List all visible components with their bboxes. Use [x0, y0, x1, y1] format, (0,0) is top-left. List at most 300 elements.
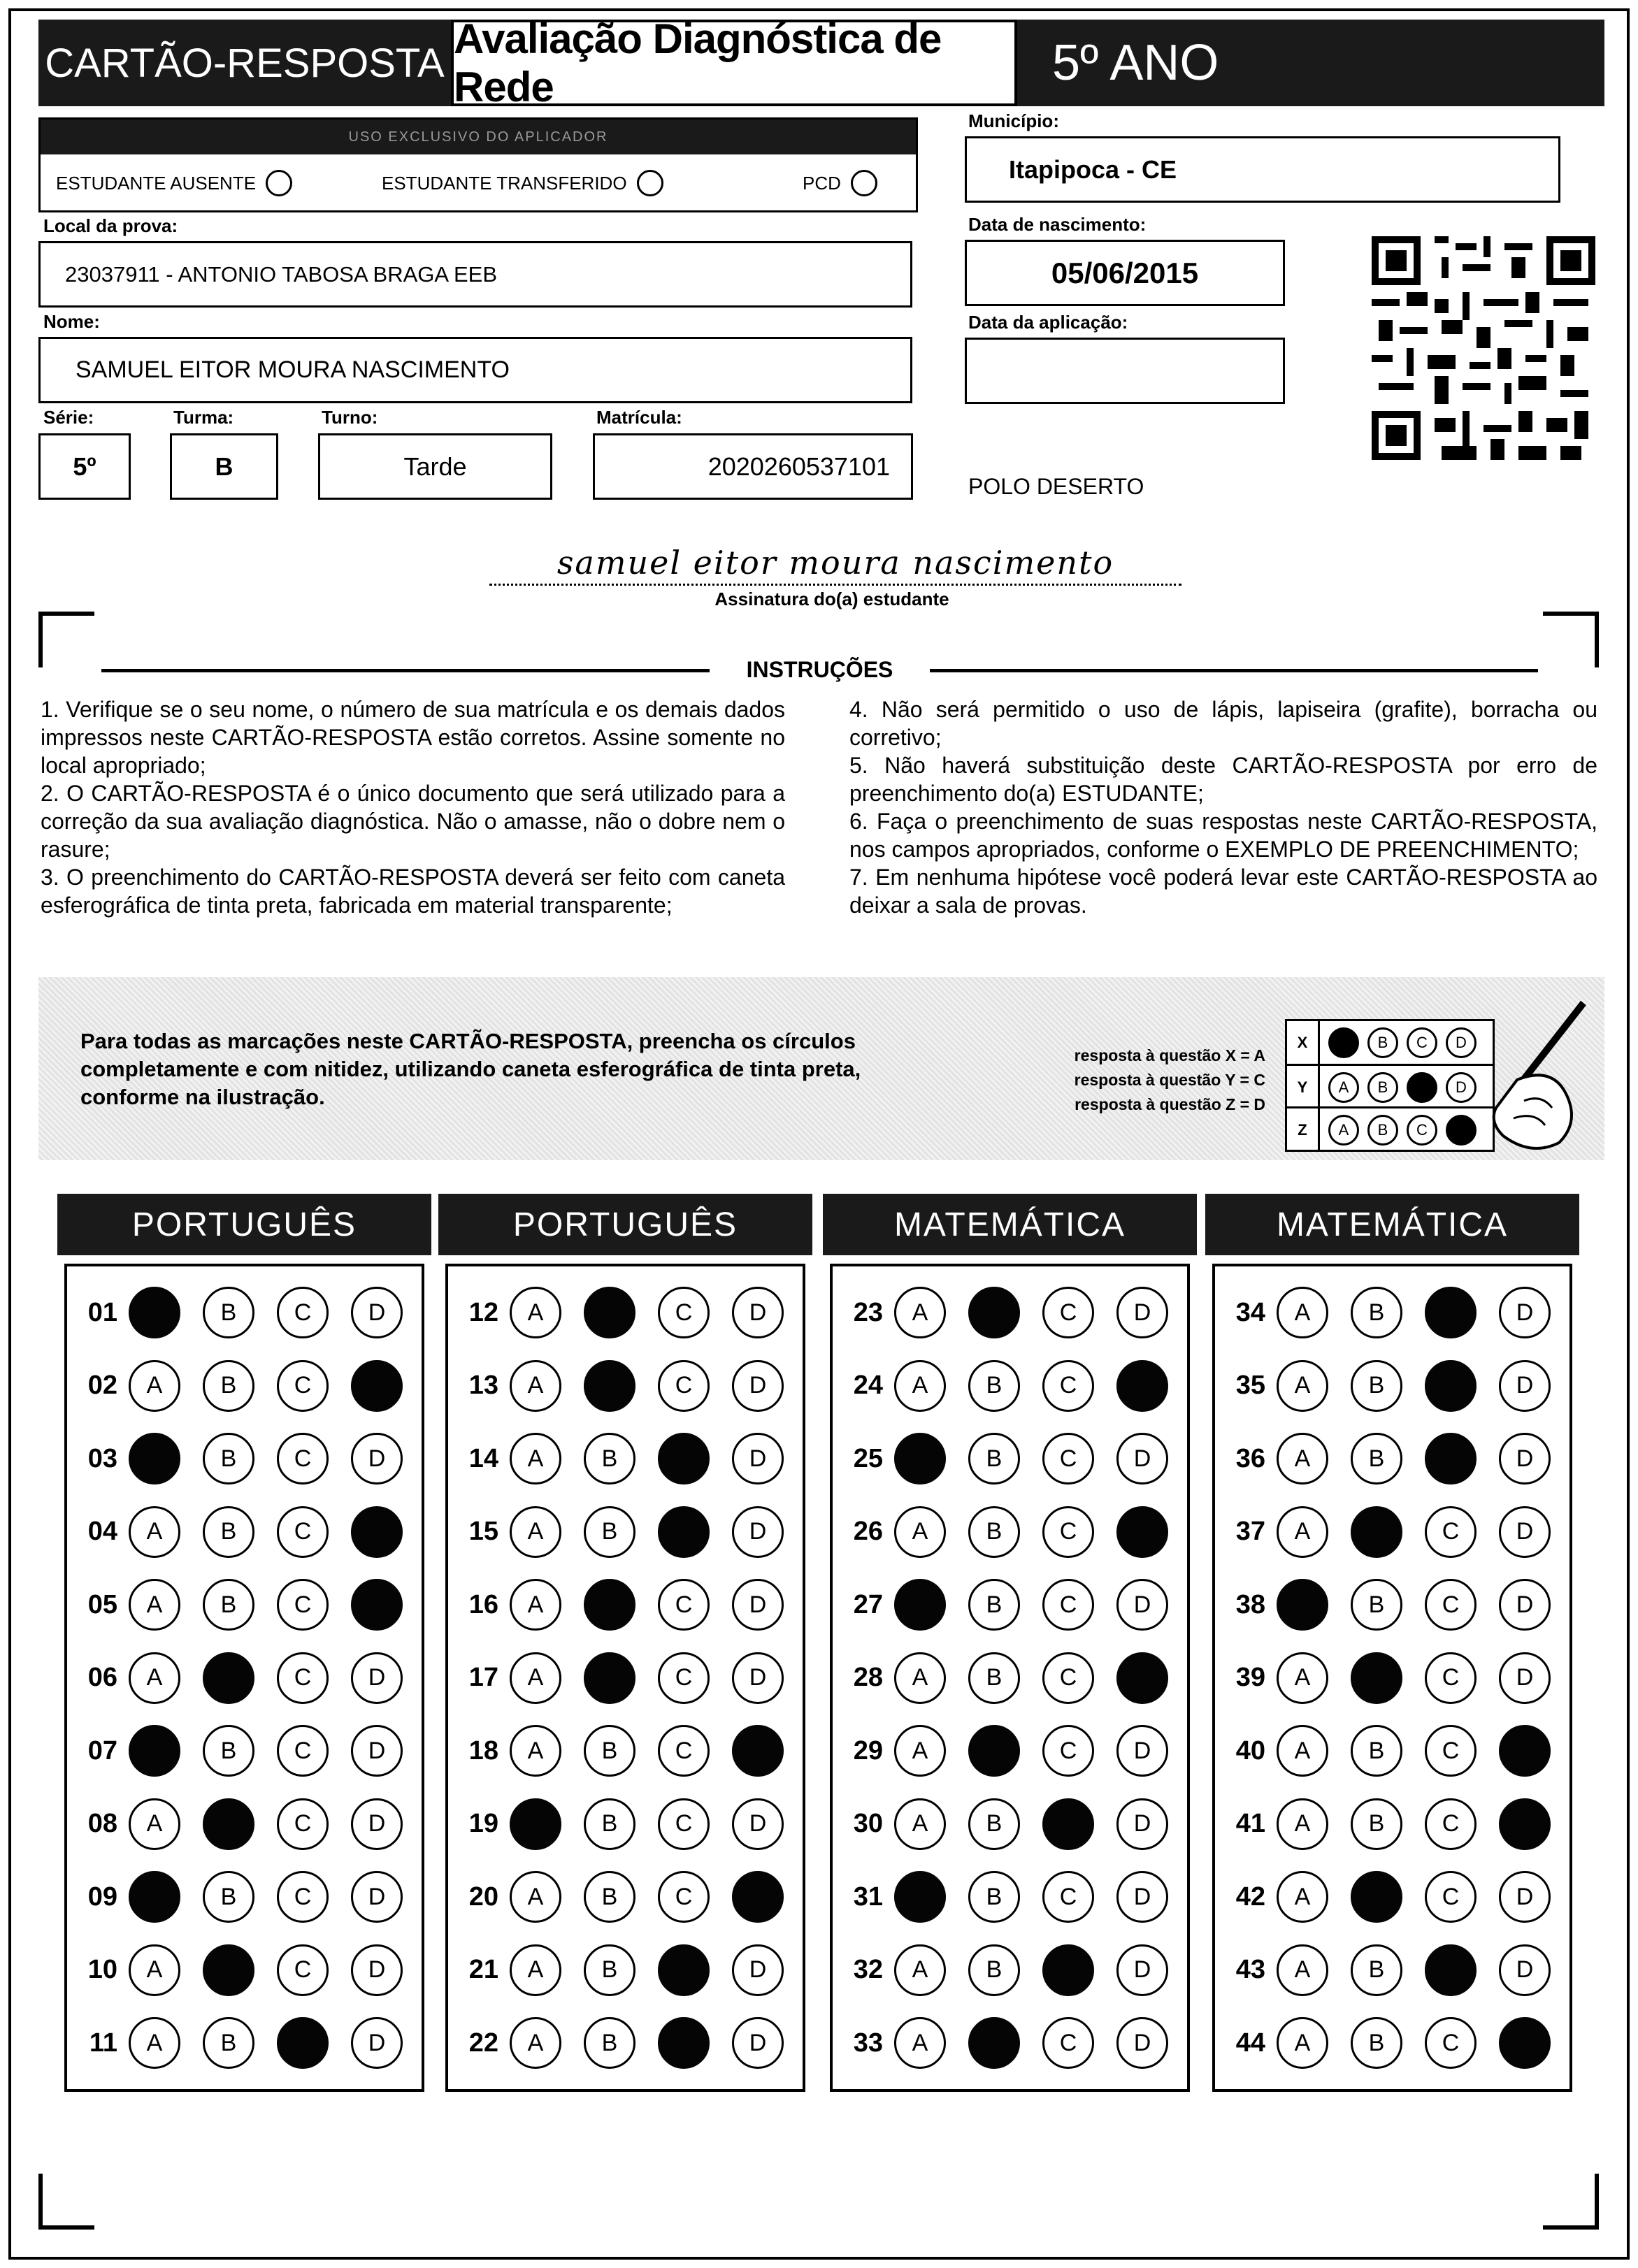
example-row-label: Y	[1287, 1066, 1320, 1108]
example-row	[1287, 1106, 1493, 1151]
question-row-06	[67, 1649, 422, 1707]
answer-bubble-a[interactable]	[129, 1287, 180, 1338]
answer-bubble-c[interactable]	[1042, 1798, 1094, 1850]
question-row-35	[1215, 1357, 1569, 1415]
answer-bubble-b[interactable]: B	[203, 1433, 254, 1485]
question-number: 35	[1235, 1371, 1265, 1400]
answer-bubble-b[interactable]: B	[203, 1725, 254, 1777]
answer-bubble-d[interactable]: D	[732, 2017, 784, 2069]
answer-bubble-c[interactable]	[658, 1506, 710, 1558]
turma-label: Turma:	[173, 407, 234, 428]
answer-bubble-a[interactable]: A	[894, 1725, 946, 1777]
answer-bubble-b[interactable]: B	[584, 1871, 635, 1923]
answer-bubble-c[interactable]: C	[658, 1360, 710, 1412]
serie-field: 5º	[38, 433, 131, 500]
question-number: 36	[1235, 1443, 1265, 1473]
question-row-01	[67, 1284, 422, 1341]
answer-bubble-c[interactable]: C	[1042, 1652, 1094, 1704]
answer-bubble-c[interactable]	[1425, 1360, 1477, 1412]
answer-bubble-b[interactable]	[1351, 1652, 1402, 1704]
answer-bubble-d[interactable]: D	[732, 1652, 784, 1704]
answer-bubble-c[interactable]	[1425, 1287, 1477, 1338]
answer-bubble-a[interactable]: A	[510, 1725, 561, 1777]
answer-column	[830, 1264, 1190, 2092]
instructions-rule-left	[101, 669, 710, 672]
question-number: 23	[853, 1297, 883, 1327]
answer-bubble-c[interactable]: C	[658, 1579, 710, 1631]
answer-bubble-d[interactable]	[1499, 2017, 1551, 2069]
grade-title: 5º ANO	[1017, 20, 1604, 106]
pcd-bubble[interactable]	[851, 170, 877, 196]
transferred-bubble[interactable]	[637, 170, 663, 196]
answer-bubble-d[interactable]	[1499, 1798, 1551, 1850]
answer-bubble-a[interactable]: A	[510, 1944, 561, 1996]
answer-bubble-c[interactable]: C	[658, 1871, 710, 1923]
question-number: 14	[468, 1443, 498, 1473]
answer-bubble-b[interactable]: B	[203, 1287, 254, 1338]
example-bubble-b: B	[1367, 1072, 1398, 1103]
answer-bubble-d[interactable]: D	[1116, 1725, 1168, 1777]
answer-bubble-d[interactable]	[1116, 1506, 1168, 1558]
answer-bubble-d[interactable]: D	[351, 1871, 403, 1923]
polo-label: POLO DESERTO	[968, 474, 1144, 499]
answer-bubble-a[interactable]: A	[1277, 1287, 1328, 1338]
answer-bubble-c[interactable]: C	[1042, 1725, 1094, 1777]
answer-bubble-b[interactable]: B	[1351, 1360, 1402, 1412]
question-number: 40	[1235, 1735, 1265, 1765]
answer-bubble-b[interactable]	[203, 1798, 254, 1850]
answer-bubble-a[interactable]	[1277, 1579, 1328, 1631]
answer-bubble-d[interactable]: D	[1116, 1798, 1168, 1850]
answer-bubble-a[interactable]: A	[510, 1506, 561, 1558]
question-number: 07	[87, 1735, 117, 1765]
question-number: 06	[87, 1663, 117, 1692]
answer-bubble-a[interactable]: A	[129, 1579, 180, 1631]
answer-bubble-b[interactable]: B	[968, 1360, 1020, 1412]
answer-bubble-d[interactable]: D	[1499, 1579, 1551, 1631]
answer-bubble-a[interactable]: A	[129, 1360, 180, 1412]
answer-bubble-a[interactable]: A	[129, 1652, 180, 1704]
question-row-20	[448, 1868, 803, 1926]
answer-bubble-c[interactable]: C	[1042, 1506, 1094, 1558]
example-legend-z: resposta à questão Z = D	[1075, 1095, 1265, 1113]
answer-bubble-d[interactable]: D	[732, 1944, 784, 1996]
question-row-24	[833, 1357, 1187, 1415]
answer-bubble-a[interactable]: A	[1277, 1360, 1328, 1412]
answer-bubble-a[interactable]: A	[510, 1360, 561, 1412]
example-row	[1287, 1064, 1493, 1108]
answer-bubble-b[interactable]: B	[968, 1798, 1020, 1850]
answer-bubble-d[interactable]	[732, 1871, 784, 1923]
answer-bubble-c[interactable]	[658, 1433, 710, 1485]
question-number: 20	[468, 1881, 498, 1912]
answer-bubble-a[interactable]: A	[1277, 2017, 1328, 2069]
answer-bubble-b[interactable]	[1351, 1506, 1402, 1558]
answer-bubble-b[interactable]: B	[1351, 1579, 1402, 1631]
answer-bubble-d[interactable]: D	[351, 1433, 403, 1485]
question-row-02	[67, 1357, 422, 1415]
answer-bubble-a[interactable]: A	[510, 1652, 561, 1704]
answer-bubble-c[interactable]: C	[658, 1287, 710, 1338]
instructions-title: INSTRUÇÕES	[746, 657, 893, 682]
answer-bubble-c[interactable]: C	[1042, 1871, 1094, 1923]
question-row-22	[448, 2014, 803, 2072]
example-row-label: Z	[1287, 1108, 1320, 1151]
answer-bubble-c[interactable]: C	[658, 1652, 710, 1704]
question-row-26	[833, 1503, 1187, 1561]
answer-bubble-c[interactable]: C	[1042, 1579, 1094, 1631]
answer-bubble-d[interactable]: D	[351, 1944, 403, 1996]
answer-bubble-b[interactable]: B	[968, 1433, 1020, 1485]
answer-bubble-d[interactable]: D	[1116, 1287, 1168, 1338]
answer-bubble-c[interactable]	[1425, 1433, 1477, 1485]
answer-bubble-d[interactable]: D	[732, 1287, 784, 1338]
absent-label: ESTUDANTE AUSENTE	[56, 172, 257, 194]
answer-bubble-b[interactable]: B	[584, 1506, 635, 1558]
matricula-field: 2020260537101	[593, 433, 913, 500]
answer-bubble-b[interactable]	[203, 1652, 254, 1704]
municipio-field: Itapipoca - CE	[965, 136, 1560, 203]
pcd-label: PCD	[803, 172, 841, 194]
location-field: 23037911 - ANTONIO TABOSA BRAGA EEB	[38, 241, 912, 308]
matricula-label: Matrícula:	[596, 407, 682, 428]
answer-bubble-a[interactable]: A	[894, 1506, 946, 1558]
answer-bubble-d[interactable]: D	[1116, 2017, 1168, 2069]
answer-bubble-c[interactable]: C	[277, 1652, 329, 1704]
question-row-11	[67, 2014, 422, 2072]
answer-bubble-d[interactable]: D	[1499, 1871, 1551, 1923]
pcd-option[interactable]	[803, 170, 877, 196]
question-number: 16	[468, 1589, 498, 1619]
answer-bubble-d[interactable]: D	[1116, 1871, 1168, 1923]
answer-bubble-a[interactable]: A	[129, 1944, 180, 1996]
answer-bubble-d[interactable]: D	[351, 1725, 403, 1777]
question-row-38	[1215, 1576, 1569, 1633]
answer-bubble-c[interactable]: C	[1425, 1725, 1477, 1777]
question-number: 13	[468, 1371, 498, 1400]
answer-bubble-a[interactable]: A	[510, 1871, 561, 1923]
answer-bubble-d[interactable]: D	[1499, 1287, 1551, 1338]
answer-bubble-a[interactable]	[129, 1725, 180, 1777]
question-row-40	[1215, 1722, 1569, 1779]
question-row-36	[1215, 1430, 1569, 1487]
answer-bubble-d[interactable]: D	[732, 1579, 784, 1631]
application-date-label: Data da aplicação:	[968, 312, 1128, 333]
writing-hand-icon	[1475, 996, 1594, 1157]
question-row-10	[67, 1942, 422, 1999]
answer-bubble-c[interactable]	[1425, 1944, 1477, 1996]
question-number: 25	[853, 1443, 883, 1473]
answer-bubble-c[interactable]	[1042, 1944, 1094, 1996]
answer-bubble-a[interactable]	[894, 1433, 946, 1485]
birth-label: Data de nascimento:	[968, 214, 1147, 235]
municipio-label: Município:	[968, 110, 1059, 131]
answer-bubble-c[interactable]: C	[658, 1725, 710, 1777]
answer-bubble-c[interactable]: C	[658, 1798, 710, 1850]
signature-handwriting: samuel eitor moura nascimento	[489, 544, 1181, 586]
answer-bubble-c[interactable]: C	[1042, 1433, 1094, 1485]
question-row-09	[67, 1868, 422, 1926]
question-row-33	[833, 2014, 1187, 2072]
answer-bubble-c[interactable]: C	[277, 1944, 329, 1996]
answer-bubble-c[interactable]: C	[277, 1871, 329, 1923]
answer-bubble-d[interactable]	[351, 1360, 403, 1412]
answer-bubble-b[interactable]: B	[968, 1506, 1020, 1558]
answer-bubble-a[interactable]: A	[1277, 1725, 1328, 1777]
name-label: Nome:	[43, 311, 100, 332]
instructions-left: 1. Verifique se o seu nome, o número de sua matrícula e os demais dados impressos neste CARTÃO-RESPOSTA estão corretos. Assine somente no local apropriado; 2. O CARTÃO-RESPOSTA é o único documento que será utilizado para a correção da sua avaliação diagnóstica. Não o amasse, não o dobre nem o rasure; 3. O preenchimento do CARTÃO-RESPOSTA deverá ser feito com caneta esferográfica de tinta preta, fabricada em material transparente;	[41, 697, 785, 918]
answer-bubble-c[interactable]: C	[1425, 1579, 1477, 1631]
qr-code-graphic	[1372, 236, 1595, 460]
example-bubble-a: A	[1328, 1115, 1359, 1146]
applicator-box	[38, 117, 918, 212]
subject-header: PORTUGUÊS	[57, 1194, 431, 1255]
example-bubble-c: C	[1407, 1115, 1437, 1146]
answer-bubble-d[interactable]: D	[1116, 1579, 1168, 1631]
example-row-label: X	[1287, 1021, 1320, 1064]
answer-bubble-a[interactable]: A	[894, 1287, 946, 1338]
answer-bubble-d[interactable]: D	[1116, 1433, 1168, 1485]
answer-bubble-c[interactable]: C	[277, 1579, 329, 1631]
answer-bubble-c[interactable]: C	[277, 1725, 329, 1777]
question-number: 17	[468, 1663, 498, 1692]
exam-title: Avaliação Diagnóstica de Rede	[451, 20, 1017, 106]
signature-caption: Assinatura do(a) estudante	[714, 588, 949, 609]
answer-bubble-b[interactable]: B	[203, 1871, 254, 1923]
answer-bubble-b[interactable]: B	[1351, 1287, 1402, 1338]
answer-bubble-c[interactable]	[658, 2017, 710, 2069]
turma-field: B	[170, 433, 278, 500]
answer-bubble-a[interactable]: A	[129, 1798, 180, 1850]
answer-bubble-b[interactable]: B	[203, 1360, 254, 1412]
question-row-05	[67, 1576, 422, 1633]
question-number: 24	[853, 1371, 883, 1400]
example-bubble-c: C	[1407, 1027, 1437, 1058]
corner-mark-bottom-right	[1543, 2174, 1599, 2230]
answer-bubble-d[interactable]: D	[732, 1506, 784, 1558]
answer-bubble-d[interactable]: D	[732, 1798, 784, 1850]
answer-bubble-d[interactable]	[732, 1725, 784, 1777]
question-row-31	[833, 1868, 1187, 1926]
question-row-44	[1215, 2014, 1569, 2072]
applicator-banner: USO EXCLUSIVO DO APLICADOR	[41, 120, 916, 154]
answer-bubble-c[interactable]	[658, 1944, 710, 1996]
answer-bubble-d[interactable]: D	[732, 1433, 784, 1485]
answer-bubble-b[interactable]: B	[1351, 1725, 1402, 1777]
answer-bubble-c[interactable]: C	[277, 1360, 329, 1412]
question-number: 30	[853, 1809, 883, 1838]
answer-bubble-c[interactable]: C	[1425, 1652, 1477, 1704]
answer-bubble-c[interactable]	[277, 2017, 329, 2069]
answer-bubble-d[interactable]: D	[1116, 1944, 1168, 1996]
answer-bubble-b[interactable]: B	[584, 1944, 635, 1996]
qr-code	[1372, 236, 1595, 460]
answer-bubble-d[interactable]: D	[1499, 1944, 1551, 1996]
answer-bubble-c[interactable]: C	[277, 1506, 329, 1558]
answer-bubble-b[interactable]: B	[203, 1506, 254, 1558]
answer-bubble-a[interactable]: A	[510, 1433, 561, 1485]
question-number: 28	[853, 1663, 883, 1692]
question-number: 15	[468, 1517, 498, 1546]
answer-bubble-c[interactable]: C	[1425, 1506, 1477, 1558]
answer-bubble-c[interactable]: C	[1425, 1871, 1477, 1923]
answer-bubble-d[interactable]: D	[1499, 1433, 1551, 1485]
answer-bubble-a[interactable]: A	[510, 1579, 561, 1631]
question-number: 33	[853, 2028, 883, 2058]
corner-mark-top-right	[1543, 612, 1599, 667]
answer-bubble-c[interactable]: C	[277, 1433, 329, 1485]
question-number: 37	[1235, 1517, 1265, 1546]
answer-bubble-b[interactable]: B	[1351, 1944, 1402, 1996]
answer-bubble-b[interactable]: B	[203, 1579, 254, 1631]
answer-bubble-d[interactable]	[1116, 1360, 1168, 1412]
answer-bubble-a[interactable]: A	[1277, 1433, 1328, 1485]
answer-bubble-c[interactable]: C	[1042, 1287, 1094, 1338]
question-number: 18	[468, 1735, 498, 1765]
answer-bubble-b[interactable]	[584, 1360, 635, 1412]
answer-bubble-b[interactable]: B	[584, 2017, 635, 2069]
example-bubble-b: B	[1367, 1027, 1398, 1058]
answer-bubble-d[interactable]	[1499, 1725, 1551, 1777]
question-number: 41	[1235, 1809, 1265, 1838]
question-number: 10	[87, 1955, 117, 1984]
question-number: 09	[87, 1881, 117, 1912]
question-number: 43	[1235, 1955, 1265, 1984]
answer-bubble-a[interactable]: A	[894, 1652, 946, 1704]
example-row	[1287, 1021, 1493, 1064]
answer-bubble-c[interactable]: C	[277, 1287, 329, 1338]
answer-bubble-b[interactable]: B	[968, 1944, 1020, 1996]
answer-bubble-b[interactable]: B	[1351, 1433, 1402, 1485]
answer-bubble-b[interactable]: B	[1351, 2017, 1402, 2069]
answer-bubble-d[interactable]: D	[732, 1360, 784, 1412]
answer-bubble-b[interactable]: B	[584, 1433, 635, 1485]
example-bubble-d: D	[1446, 1027, 1477, 1058]
answer-bubble-d[interactable]: D	[351, 1287, 403, 1338]
answer-bubble-b[interactable]: B	[968, 1652, 1020, 1704]
question-row-39	[1215, 1649, 1569, 1707]
example-legend-x: resposta à questão X = A	[1074, 1046, 1265, 1064]
question-number: 29	[853, 1735, 883, 1765]
answer-bubble-d[interactable]: D	[351, 1798, 403, 1850]
answer-bubble-b[interactable]: B	[584, 1725, 635, 1777]
answer-bubble-b[interactable]	[968, 1725, 1020, 1777]
answer-bubble-b[interactable]	[584, 1652, 635, 1704]
question-number: 42	[1235, 1881, 1265, 1912]
question-number: 21	[468, 1955, 498, 1984]
example-bubble-a	[1328, 1027, 1359, 1058]
answer-bubble-a[interactable]: A	[1277, 1871, 1328, 1923]
answer-bubble-d[interactable]	[351, 1579, 403, 1631]
answer-bubble-d[interactable]	[1116, 1652, 1168, 1704]
question-number: 04	[87, 1517, 117, 1546]
answer-bubble-a[interactable]: A	[1277, 1798, 1328, 1850]
answer-bubble-a[interactable]: A	[1277, 1652, 1328, 1704]
answer-bubble-b[interactable]	[1351, 1871, 1402, 1923]
absent-bubble[interactable]	[266, 170, 292, 196]
answer-bubble-a[interactable]: A	[1277, 1944, 1328, 1996]
question-number: 01	[87, 1297, 117, 1327]
answer-bubble-b[interactable]: B	[203, 2017, 254, 2069]
question-row-19	[448, 1796, 803, 1853]
question-number: 32	[853, 1955, 883, 1984]
question-row-13	[448, 1357, 803, 1415]
answer-bubble-a[interactable]	[129, 1433, 180, 1485]
question-row-17	[448, 1649, 803, 1707]
answer-bubble-a[interactable]	[510, 1798, 561, 1850]
answer-bubble-c[interactable]: C	[277, 1798, 329, 1850]
answer-bubble-d[interactable]: D	[1499, 1360, 1551, 1412]
answer-bubble-b[interactable]: B	[968, 1871, 1020, 1923]
answer-bubble-d[interactable]: D	[1499, 1506, 1551, 1558]
answer-bubble-c[interactable]: C	[1042, 2017, 1094, 2069]
answer-bubble-d[interactable]: D	[351, 2017, 403, 2069]
answer-bubble-b[interactable]: B	[584, 1798, 635, 1850]
question-number: 34	[1235, 1297, 1265, 1327]
answer-bubble-a[interactable]: A	[129, 2017, 180, 2069]
subject-header: MATEMÁTICA	[1205, 1194, 1579, 1255]
answer-bubble-d[interactable]: D	[351, 1652, 403, 1704]
question-number: 11	[89, 2028, 117, 2058]
answer-bubble-d[interactable]	[351, 1506, 403, 1558]
question-row-30	[833, 1796, 1187, 1853]
example-bubble-d	[1446, 1115, 1477, 1146]
question-row-37	[1215, 1503, 1569, 1561]
answer-bubble-b[interactable]	[203, 1944, 254, 1996]
answer-bubble-a[interactable]	[894, 1579, 946, 1631]
question-row-27	[833, 1576, 1187, 1633]
question-number: 44	[1235, 2028, 1265, 2058]
question-row-29	[833, 1722, 1187, 1779]
question-number: 38	[1235, 1589, 1265, 1619]
answer-bubble-b[interactable]: B	[968, 1579, 1020, 1631]
answer-bubble-b[interactable]	[968, 2017, 1020, 2069]
question-row-16	[448, 1576, 803, 1633]
answer-bubble-a[interactable]: A	[1277, 1506, 1328, 1558]
answer-bubble-c[interactable]: C	[1042, 1360, 1094, 1412]
question-row-32	[833, 1942, 1187, 1999]
answer-bubble-b[interactable]	[584, 1287, 635, 1338]
transferred-option[interactable]	[382, 170, 663, 196]
question-row-03	[67, 1430, 422, 1487]
example-grid	[1285, 1019, 1495, 1152]
absent-option[interactable]	[56, 170, 292, 196]
answer-bubble-a[interactable]	[894, 1871, 946, 1923]
answer-bubble-a[interactable]: A	[129, 1506, 180, 1558]
question-number: 05	[87, 1589, 117, 1619]
question-number: 22	[468, 2028, 498, 2058]
answer-bubble-a[interactable]: A	[894, 1944, 946, 1996]
application-date-field	[965, 338, 1285, 404]
instructions-right: 4. Não será permitido o uso de lápis, lapiseira (grafite), borracha ou corretivo; 5. Não haverá substituição deste CARTÃO-RESPOSTA por erro de preenchimento do(a) ESTUDANTE; 6. Faça o preenchimento de suas respostas neste CARTÃO-RESPOSTA, nos campos apropriados, conforme o EXEMPLO DE PREENCHIMENTO; 7. Em nenhuma hipótese você poderá levar este CARTÃO-RESPOSTA ao deixar a sala de provas.	[849, 697, 1597, 918]
answer-bubble-c[interactable]: C	[1425, 2017, 1477, 2069]
question-row-25	[833, 1430, 1187, 1487]
answer-bubble-b[interactable]: B	[1351, 1798, 1402, 1850]
answer-bubble-b[interactable]	[968, 1287, 1020, 1338]
answer-bubble-d[interactable]: D	[1499, 1652, 1551, 1704]
answer-bubble-a[interactable]	[129, 1871, 180, 1923]
answer-bubble-a[interactable]: A	[894, 1798, 946, 1850]
birth-field: 05/06/2015	[965, 240, 1285, 306]
answer-bubble-a[interactable]: A	[510, 2017, 561, 2069]
answer-bubble-b[interactable]	[584, 1579, 635, 1631]
answer-bubble-c[interactable]: C	[1425, 1798, 1477, 1850]
turno-label: Turno:	[322, 407, 378, 428]
answer-bubble-a[interactable]: A	[510, 1287, 561, 1338]
answer-column	[64, 1264, 424, 2092]
answer-bubble-a[interactable]: A	[894, 2017, 946, 2069]
answer-bubble-a[interactable]: A	[894, 1360, 946, 1412]
